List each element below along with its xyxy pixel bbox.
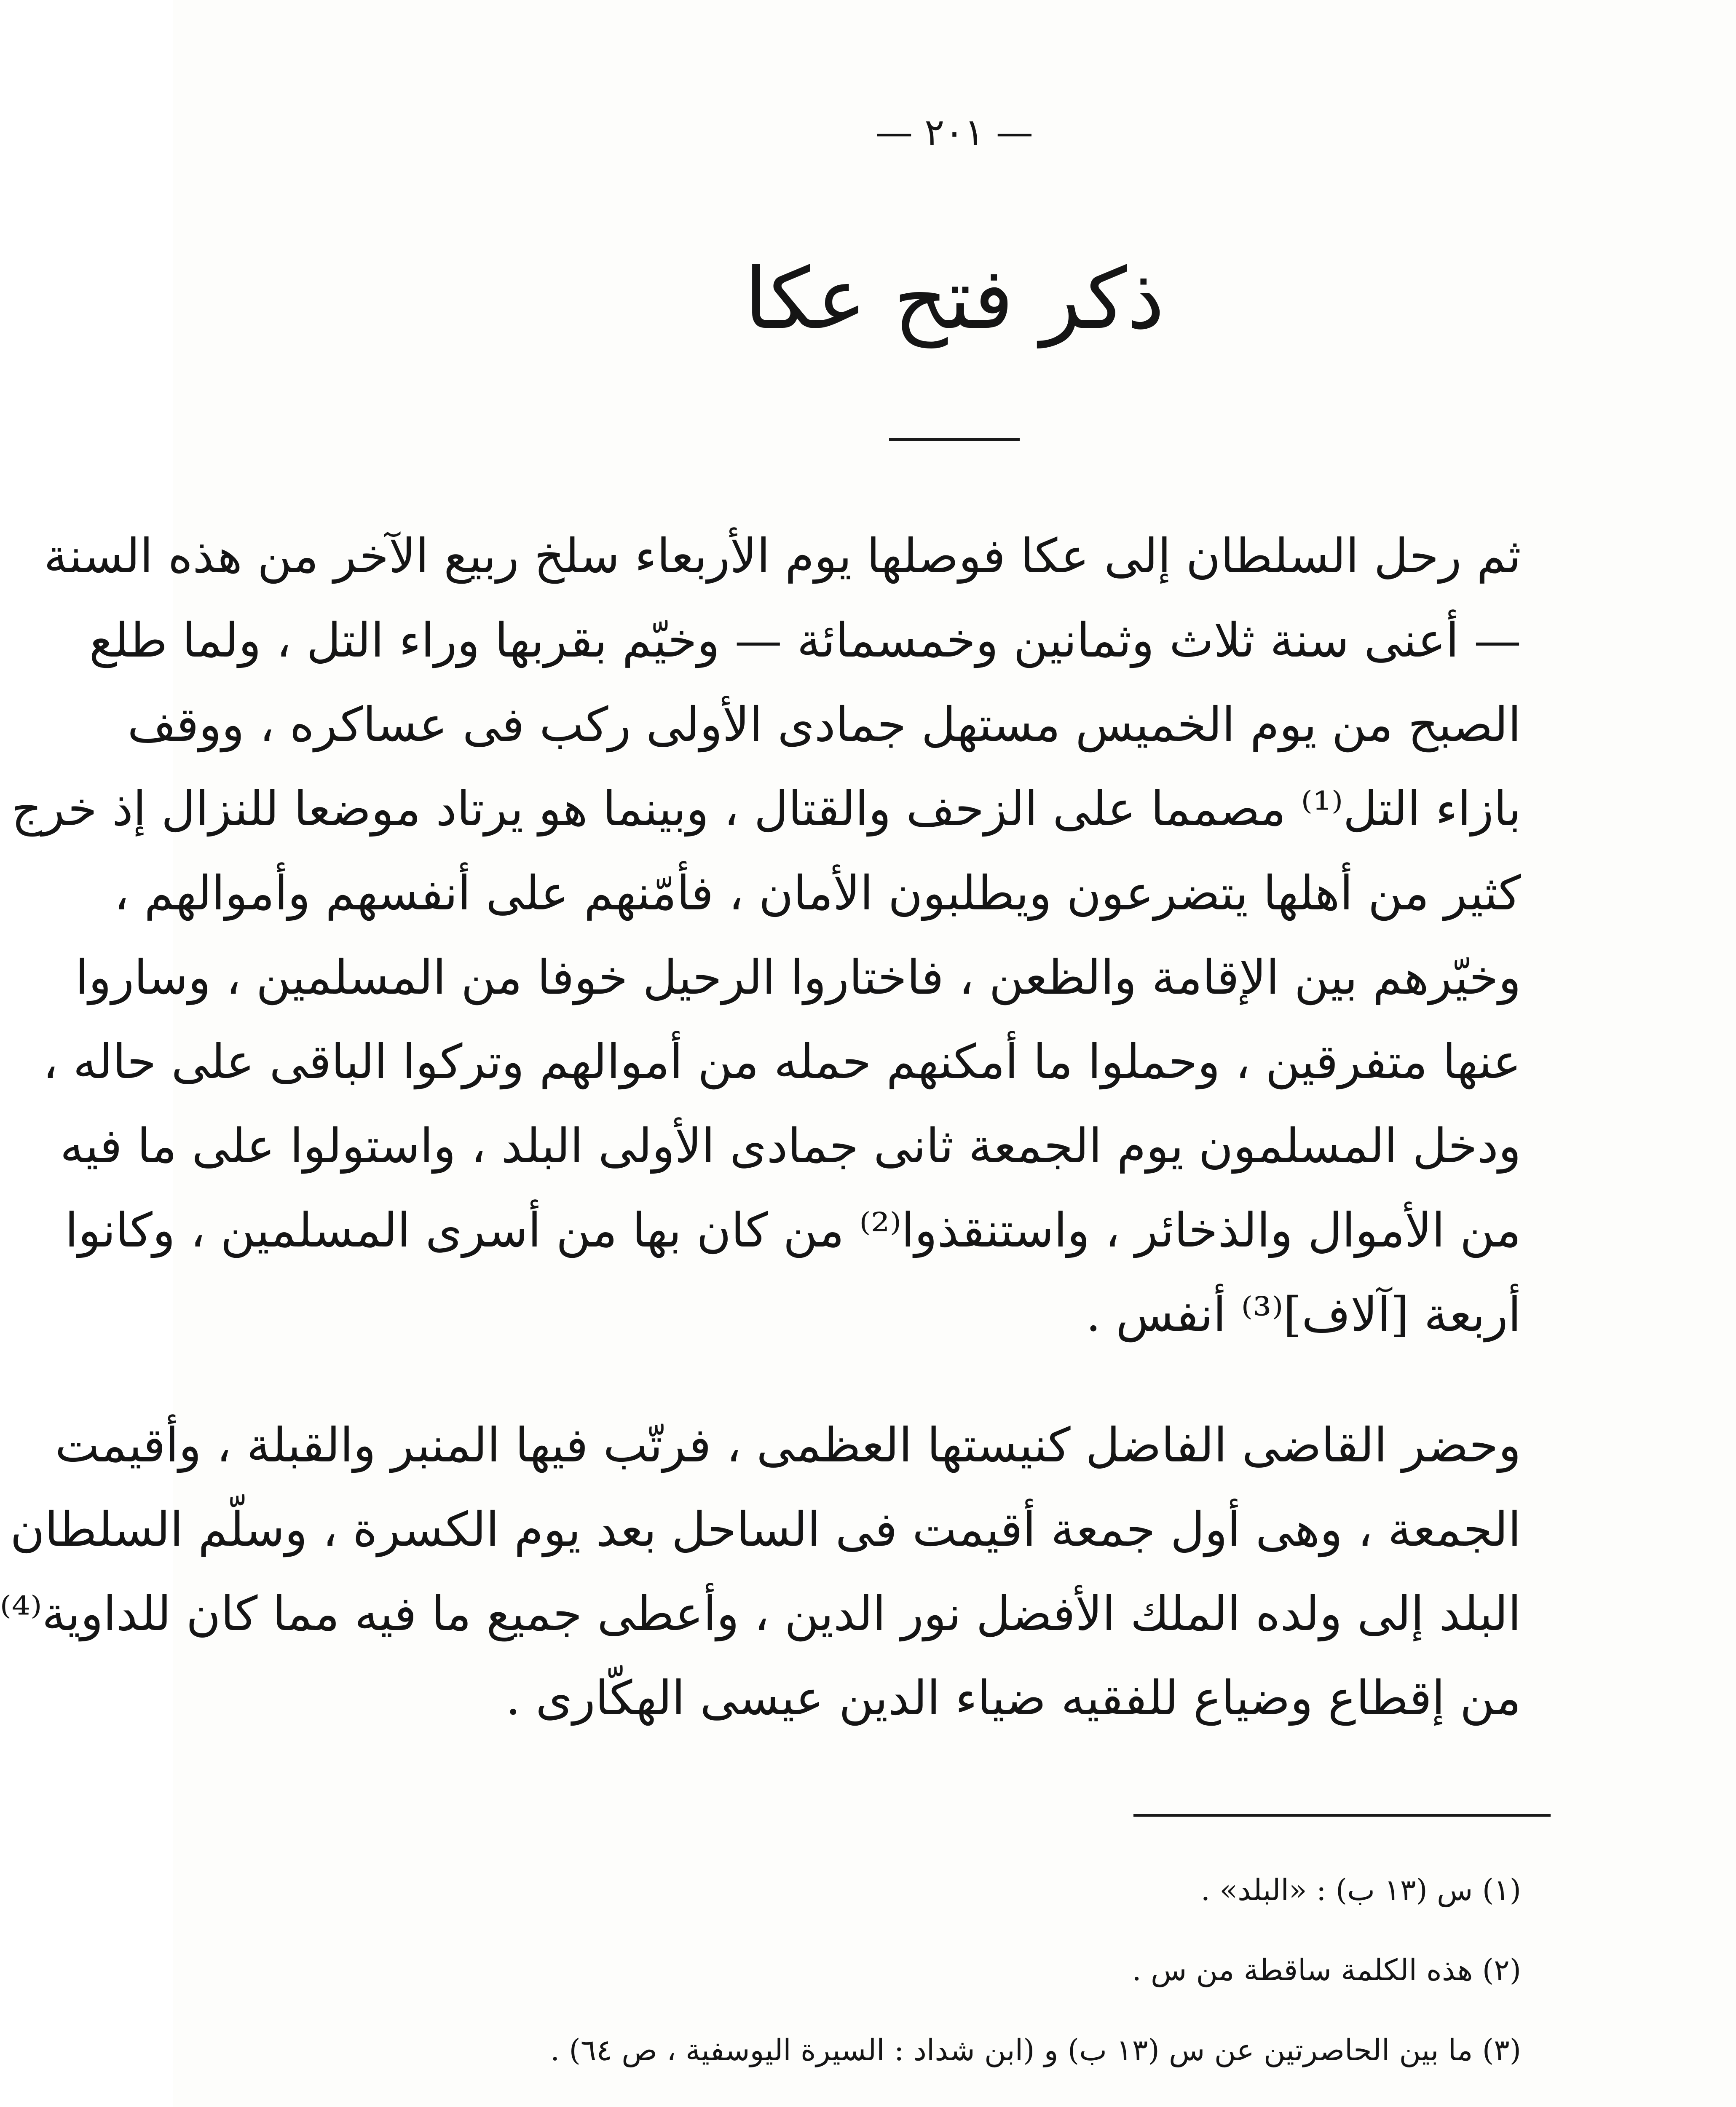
text-line: من الأموال والذخائر ، واستنقذوا⁽²⁾ من كان بها من أسرى المسلمين ، وكانوا bbox=[65, 1203, 1521, 1258]
footnote-4 bbox=[392, 2090, 1521, 2107]
text-line: عنها متفرقين ، وحملوا ما أمكنهم حمله من أموالهم وتركوا الباقى على حاله ، bbox=[43, 1035, 1521, 1089]
paragraph-1 bbox=[11, 514, 1521, 1357]
page-number: — ٢٠١ — bbox=[876, 110, 1033, 154]
text-line: بازاء التل⁽¹⁾ مصمما على الزحف والقتال ، وبينما هو يرتاد موضعا للنزال إذ خرج bbox=[11, 782, 1521, 836]
text-line: الصبح من يوم الخميس مستهل جمادى الأولى ركب فى عساكره ، ووقف bbox=[127, 697, 1521, 752]
text-line: ثم رحل السلطان إلى عكا فوصلها يوم الأربعاء سلخ ربيع الآخر من هذه السنة bbox=[43, 529, 1521, 584]
text-line: ودخل المسلمون يوم الجمعة ثانى جمادى الأولى البلد ، واستولوا على ما فيه bbox=[60, 1119, 1521, 1174]
heading-divider bbox=[889, 438, 1020, 441]
footnote-divider bbox=[1133, 1814, 1551, 1817]
text-line: من إقطاع وضياع للفقيه ضياء الدين عيسى الهكّارى . bbox=[505, 1671, 1521, 1726]
text-line: وخيّرهم بين الإقامة والظعن ، فاختاروا الرحيل خوفا من المسلمين ، وساروا bbox=[75, 950, 1521, 1005]
text-line: أربعة [آلاف]⁽³⁾ أنفس . bbox=[1086, 1287, 1521, 1342]
section-heading: ذكر فتح عكا bbox=[744, 250, 1165, 348]
footnotes bbox=[392, 1850, 1521, 2107]
text-line: البلد إلى ولده الملك الأفضل نور الدين ، وأعطى جميع ما فيه مما كان للداوية⁽⁴⁾ bbox=[0, 1587, 1521, 1641]
text-line: وحضر القاضى الفاضل كنيستها العظمى ، فرتّب فيها المنبر والقبلة ، وأقيمت bbox=[55, 1418, 1521, 1473]
paragraph-2 bbox=[0, 1403, 1521, 1740]
footnote-2: (٢) هذه الكلمة ساقطة من س . bbox=[1132, 1953, 1521, 1987]
footnote-3: (٣) ما بين الحاصرتين عن س (١٣ ب) و (ابن شداد : السيرة اليوسفية ، ص ٦٤) . bbox=[550, 2033, 1521, 2067]
text-line: — أعنى سنة ثلاث وثمانين وخمسمائة — وخيّم بقربها وراء التل ، ولما طلع bbox=[89, 613, 1521, 668]
text-line: الجمعة ، وهى أول جمعة أقيمت فى الساحل بعد يوم الكسرة ، وسلّم السلطان bbox=[10, 1502, 1521, 1557]
footnote-1: (١) س (١٣ ب) : «البلد» . bbox=[1200, 1873, 1521, 1907]
text-line: كثير من أهلها يتضرعون ويطلبون الأمان ، فأمّنهم على أنفسهم وأموالهم ، bbox=[114, 866, 1521, 921]
